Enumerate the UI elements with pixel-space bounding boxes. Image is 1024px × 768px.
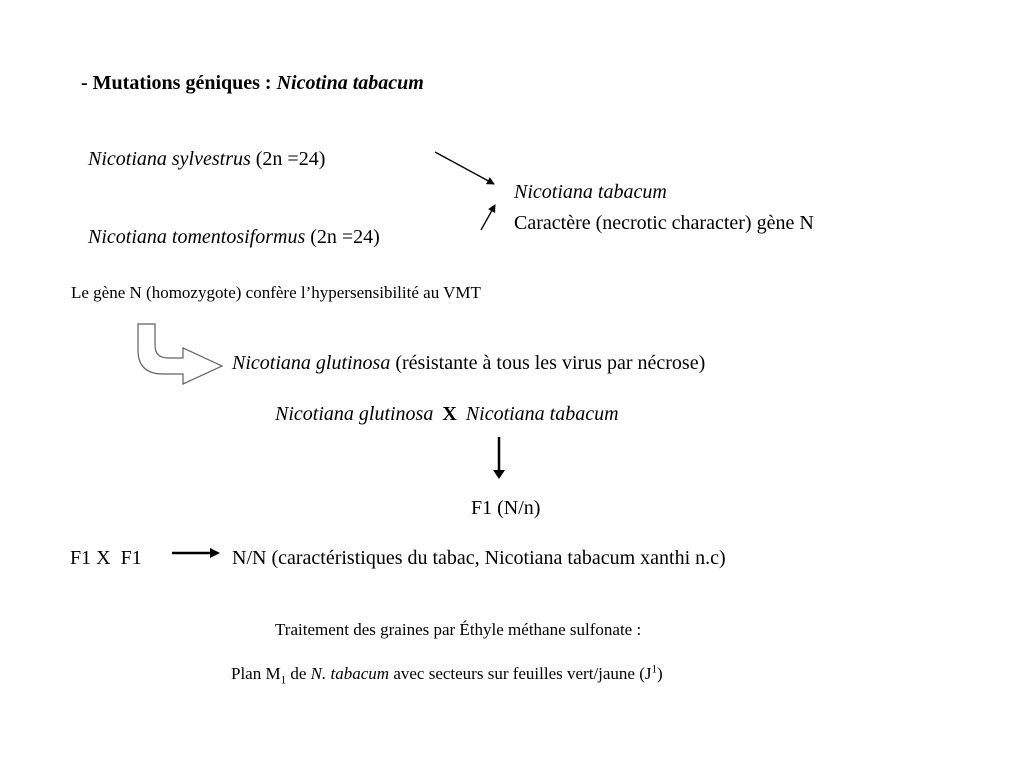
title-species: Nicotina tabacum bbox=[276, 72, 424, 94]
plant-line bbox=[231, 663, 663, 687]
result-species: Nicotiana tabacum bbox=[514, 181, 667, 203]
arrow-down-head bbox=[493, 470, 505, 479]
parent-2-chrom: (2n =24) bbox=[305, 226, 380, 248]
gene-statement: Le gène N (homozygote) confère l’hypersensibilité au VMT bbox=[71, 283, 481, 302]
cross-line bbox=[275, 404, 619, 424]
title-prefix: - Mutations géniques : bbox=[81, 72, 277, 94]
result-character: Caractère (necrotic character) gène N bbox=[514, 212, 814, 234]
arrow-tomentosiformus-to-tabacum bbox=[481, 205, 495, 230]
plant-sub: 1 bbox=[280, 674, 287, 687]
cross-right: Nicotiana tabacum bbox=[465, 403, 619, 425]
plant-mid: de bbox=[286, 664, 311, 683]
treatment-line: Traitement des graines par Éthyle méthane sulfonate : bbox=[275, 620, 642, 639]
arrow-sylvestrus-to-tabacum bbox=[435, 152, 494, 184]
plant-end: ) bbox=[657, 664, 663, 683]
parent-1-chrom: (2n =24) bbox=[250, 148, 326, 170]
glutinosa-name: Nicotiana glutinosa bbox=[232, 352, 391, 374]
plant-species: N. tabacum bbox=[310, 664, 390, 683]
curved-block-arrow-icon bbox=[138, 324, 222, 384]
parent-2 bbox=[88, 227, 380, 247]
f1-cross-result: N/N (caractéristiques du tabac, Nicotiana tabacum xanthi n.c) bbox=[232, 547, 726, 569]
plant-prefix: Plan M bbox=[231, 664, 281, 683]
cross-left: Nicotiana glutinosa bbox=[275, 403, 434, 425]
slide-title bbox=[81, 73, 424, 93]
cross-x: X bbox=[442, 403, 457, 425]
glutinosa-line bbox=[232, 353, 705, 373]
parent-1-name: Nicotiana sylvestrus bbox=[88, 148, 251, 170]
arrow-right-head bbox=[210, 548, 220, 558]
glutinosa-desc: (résistante à tous les virus par nécrose) bbox=[390, 352, 706, 374]
plant-rest: avec secteurs sur feuilles vert/jaune (J bbox=[389, 664, 652, 683]
parent-2-name: Nicotiana tomentosiformus bbox=[88, 226, 306, 248]
plant-sup: 1 bbox=[651, 663, 658, 676]
f1-label: F1 (N/n) bbox=[471, 497, 541, 519]
parent-1 bbox=[88, 149, 325, 169]
f1-cross-left: F1 X F1 bbox=[70, 547, 142, 569]
